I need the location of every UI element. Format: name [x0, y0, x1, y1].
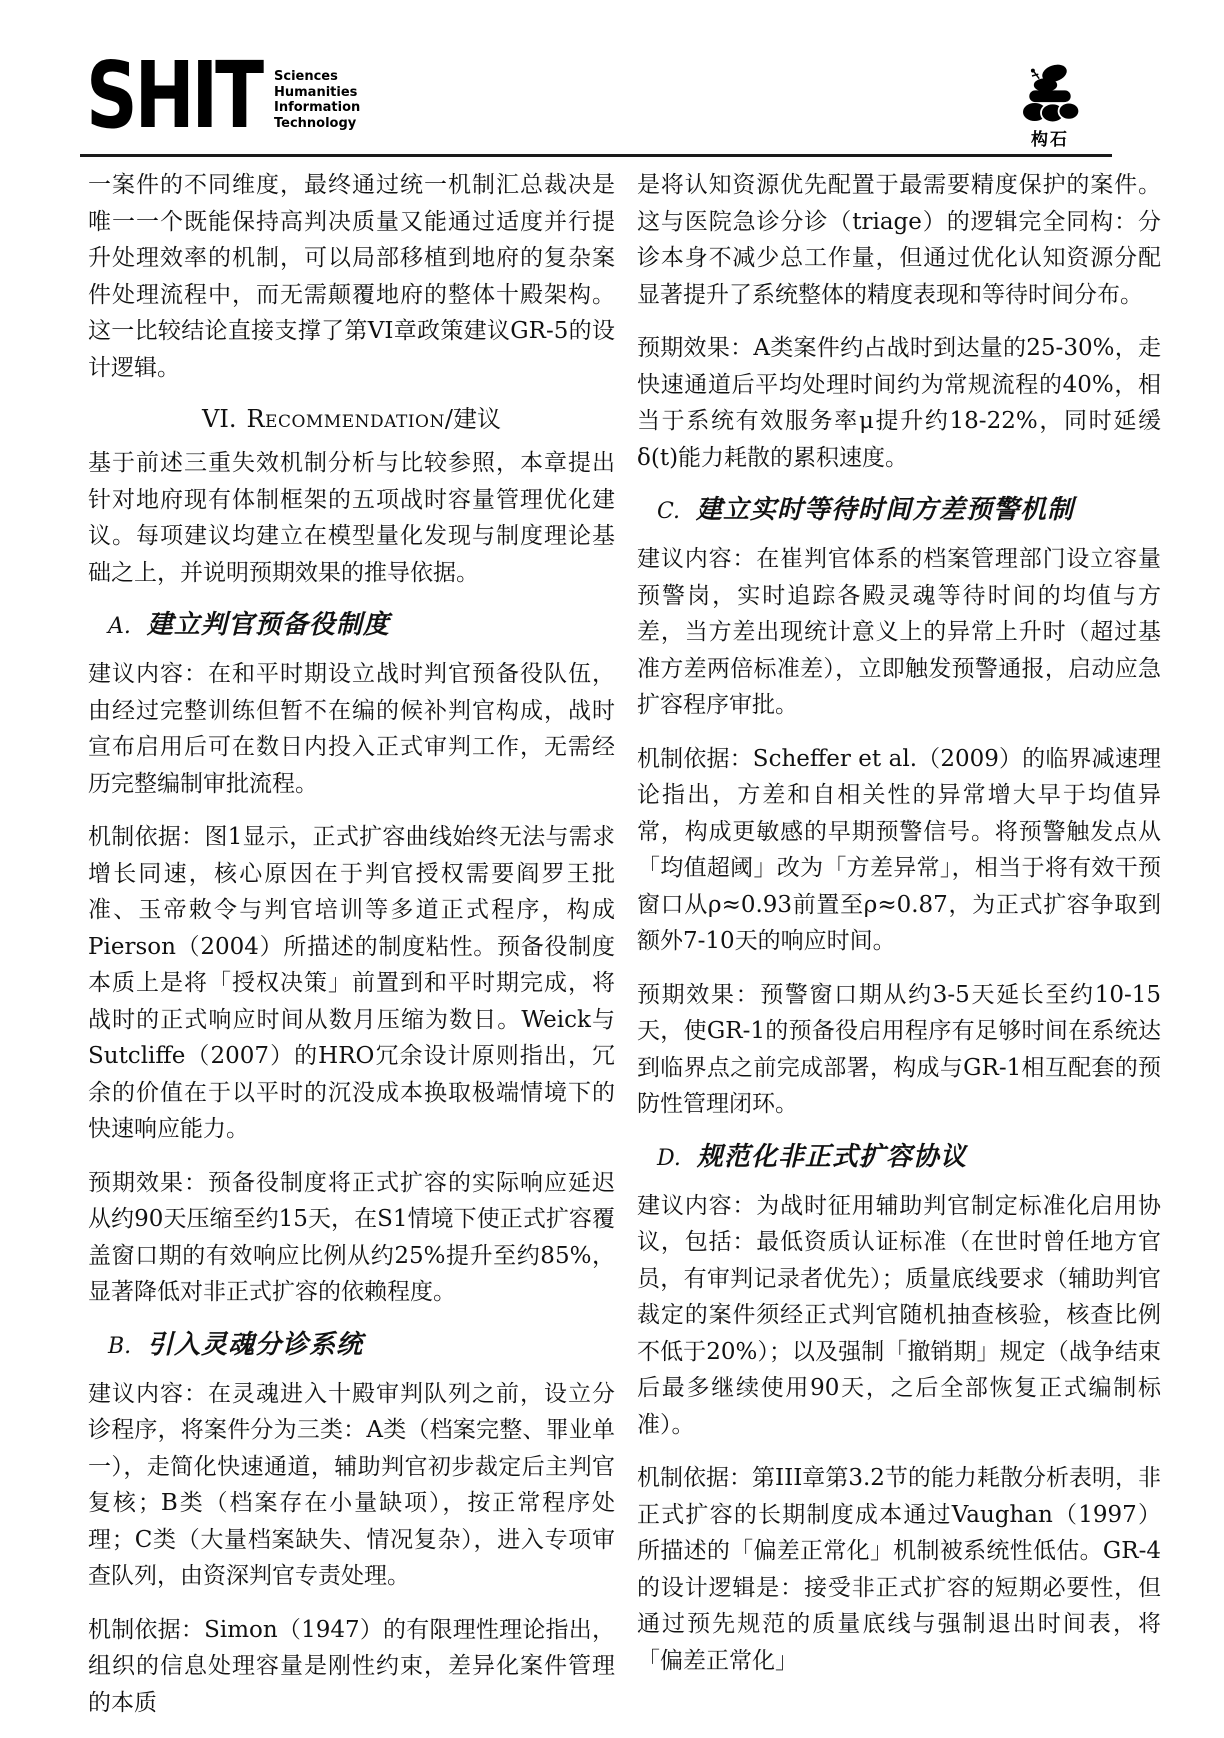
mechanism-paragraph: 机制依据：图1显示，正式扩容曲线始终无法与需求增长同速，核心原因在于判官授权需要阎罗王批准、玉帝敕令与判官培训等多道正式程序，构成Pierson（2004）所描述的制度粘性。预备役制度本质上是将「授权决策」前置到和平时期完成，将战时的正式响应时间从数月压缩为数日。Weick与Sutcliffe（2007）的HRO冗余设计原则指出，冗余的价值在于以平时的沉没成本换取极端情境下的快速响应能力。 [88, 824, 615, 1142]
section-vi-heading [88, 403, 615, 435]
subsection-label: C. [657, 499, 681, 524]
journal-tagline [274, 69, 360, 131]
subsection-label: A. [108, 614, 131, 639]
subsection-label: B. [108, 1333, 132, 1359]
mechanism-paragraph-start: 机制依据：第III章第3.2节的能力耗散分析表明，非正式扩容的长期制度成本通过Vaughan（1997）所描述的「偏差正常化」机制被系统性低估。GR-4的设计逻辑是：接受非正式扩容的短期必要性，但通过预先规范的质量底线与强制退出时间表，将「偏差正常化」 [637, 1465, 1161, 1674]
proposal-paragraph: 建议内容：在灵魂进入十殿审判队列之前，设立分诊程序，将案件分为三类：A类（档案完整、罪业单一），走简化快速通道，辅助判官初步裁定后主判官复核；B类（档案存在小量缺项），按正常程序处理；C类（大量档案缺失、情况复杂），进入专项审查队列，由资深判官专责处理。 [88, 1380, 615, 1589]
subsection-b-heading [88, 1328, 615, 1364]
subsection-title: 建立判官预备役制度 [146, 610, 390, 640]
proposal-paragraph: 建议内容：在崔判官体系的档案管理部门设立容量预警岗，实时追踪各殿灵魂等待时间的均值与方差，当方差出现统计意义上的异常上升时（超过基准方差两倍标准差），立即触发预警通报，启动应急扩容程序审批。 [637, 546, 1161, 718]
right-column [637, 167, 1161, 1696]
tagline-line: Information [274, 100, 361, 115]
proposal-paragraph: 建议内容：为战时征用辅助判官制定标准化启用协议，包括：最低资质认证标准（在世时曾任地方官员，有审判记录者优先）；质量底线要求（辅助判官裁定的案件须经正式判官随机抽查核验，核查比例不低于20%）；以及强制「撤销期」规定（战争结束后最多继续使用90天，之后全部恢复正式编制标准）。 [637, 1192, 1161, 1438]
section-title-cn: /建议 [444, 405, 501, 433]
recommendation-intro-paragraph: 基于前述三重失效机制分析与比较参照，本章提出针对地府现有体制框架的五项战时容量管理优化建议。每项建议均建立在模型量化发现与制度理论基础之上，并说明预期效果的推导依据。 [88, 450, 615, 586]
section-title-en: Recommendation [246, 405, 445, 433]
subsection-d-heading [637, 1140, 1161, 1176]
carryover-paragraph: 一案件的不同维度，最终通过统一机制汇总裁决是唯一一个既能保持高判决质量又能通过适度并行提升处理效率的机制，可以局部移植到地府的复杂案件处理流程中，而无需颠覆地府的整体十殿架构。这一比较结论直接支撑了第VI章政策建议GR-5的设计逻辑。 [88, 172, 615, 381]
journal-logo: SHIT [86, 42, 261, 149]
header-divider [80, 154, 1112, 157]
subsection-title: 引入灵魂分诊系统 [147, 1329, 364, 1360]
mechanism-paragraph: 机制依据：Scheffer et al.（2009）的临界减速理论指出，方差和自相关性的异常增大早于均值异常，构成更敏感的早期预警信号。将预警触发点从「均值超阈」改为「方差异常」，相当于将有效干预窗口从ρ≈0.93前置至ρ≈0.87，为正式扩容争取到额外7-10天的响应时间。 [637, 745, 1161, 954]
tagline-line: Technology [274, 115, 357, 131]
subsection-c-heading [637, 493, 1161, 529]
tagline-line: Sciences [274, 69, 338, 84]
subsection-title: 建立实时等待时间方差预警机制 [696, 495, 1075, 525]
expected-effect-paragraph: 预期效果：预备役制度将正式扩容的实际响应延迟从约90天压缩至约15天，在S1情境下使正式扩容覆盖窗口期的有效响应比例从约25%提升至约85%，显著降低对非正式扩容的依赖程度。 [88, 1169, 615, 1305]
subsection-a-heading [88, 608, 615, 644]
expected-effect-paragraph: 预期效果：A类案件约占战时到达量的25-30%，走快速通道后平均处理时间约为常规流程的40%，相当于系统有效服务率μ提升约18-22%，同时延缓δ(t)能力耗散的累积速度。 [637, 335, 1161, 471]
publisher-logo [1006, 64, 1094, 150]
subsection-title: 规范化非正式扩容协议 [696, 1141, 967, 1172]
expected-effect-paragraph: 预期效果：预警窗口期从约3-5天延长至约10-15天，使GR-1的预备役启用程序有足够时间在系统达到临界点之前完成部署，构成与GR-1相互配套的预防性管理闭环。 [637, 981, 1161, 1117]
publisher-name: 构石 [1031, 130, 1069, 150]
cairn-stones-icon [1014, 64, 1086, 124]
subsection-label: D. [657, 1145, 681, 1171]
mechanism-paragraph-start: 机制依据：Simon（1947）的有限理性理论指出，组织的信息处理容量是刚性约束，差异化案件管理的本质 [88, 1616, 615, 1716]
mechanism-paragraph-continuation: 是将认知资源优先配置于最需要精度保护的案件。这与医院急诊分诊（triage）的逻辑完全同构：分诊本身不减少总工作量，但通过优化认知资源分配显著提升了系统整体的精度表现和等待时间分布。 [637, 172, 1161, 308]
proposal-paragraph: 建议内容：在和平时期设立战时判官预备役队伍，由经过完整训练但暂不在编的候补判官构成，战时宣布启用后可在数日内投入正式审判工作，无需经历完整编制审批流程。 [88, 661, 615, 797]
section-number: VI. [202, 405, 237, 433]
tagline-line: Humanities [274, 84, 358, 100]
left-column [88, 167, 615, 1738]
